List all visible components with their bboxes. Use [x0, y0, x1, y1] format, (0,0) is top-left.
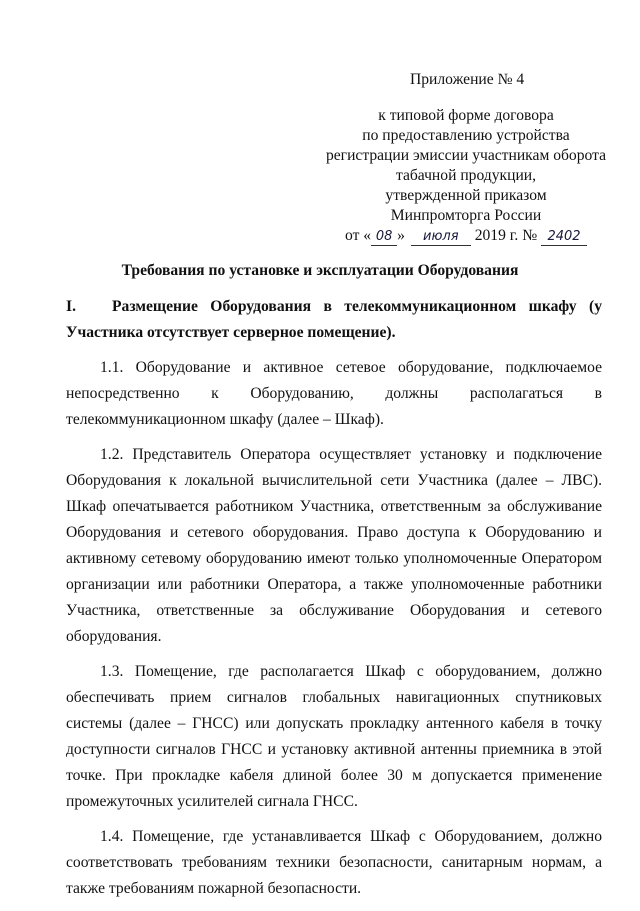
handwritten-month: июля [411, 229, 471, 246]
document-title: Требования по установке и эксплуатации Оборудования [121, 262, 519, 279]
appendix-label: Приложение № 4 [410, 71, 525, 88]
document-body [66, 294, 602, 911]
approval-line: по предоставлению устройства [362, 127, 570, 144]
section-heading [66, 294, 602, 346]
approval-line: утвержденной приказом [385, 187, 547, 204]
section-number: I. [66, 298, 76, 315]
date-middle: » [397, 227, 405, 244]
approval-line: регистрации эмиссии участникам оборота [325, 147, 607, 164]
paragraph-1-3: 1.3. Помещение, где располагается Шкаф с оборудованием, должно обеспечивать прием сигналов глобальных навигационных спутниковых системы (далее – ГНСС) или допускать прокладку антенного кабеля в точку доступности сигналов ГНСС и установку активной антенны приемника в этой точке. При прокладке кабеля длиной более 30 м допускается применение промежуточных усилителей сигнала ГНСС. [66, 663, 602, 810]
order-date-line [318, 226, 614, 246]
date-prefix: от « [344, 227, 372, 244]
section-heading-text: Размещение Оборудования в телекоммуникационном шкафу (у Участника отсутствует серверное помещение). [66, 298, 602, 341]
paragraph-1-1: 1.1. Оборудование и активное сетевое оборудование, подключаемое непосредственно к Оборудованию, должны располагаться в телекоммуникационном шкафу (далее – Шкаф). [66, 359, 602, 428]
paragraph-1-2: 1.2. Представитель Оператора осуществляет установку и подключение Оборудования к локальной вычислительной сети Участника (далее – ЛВС). Шкаф опечатывается работником Участника, ответственным за обслуживание Оборудования и сетевого оборудования. Право доступа к Оборудованию и активному сетевому оборудованию имеют только уполномоченные Оператором организации или работники Оператора, а также уполномоченные работники Участника, ответственные за обслуживание Оборудования и сетевого оборудования. [66, 446, 602, 645]
paragraph-1-4: 1.4. Помещение, где устанавливается Шкаф с Оборудованием, должно соответствовать требованиям техники безопасности, санитарным нормам, а также требованиям пожарной безопасности. [66, 828, 602, 897]
approval-line: к типовой форме договора [378, 107, 554, 124]
date-year: 2019 г. № [474, 227, 538, 244]
handwritten-order-number: 2402 [541, 229, 587, 246]
approval-line: табачной продукции, [395, 167, 537, 184]
approval-line: Минпромторга России [390, 207, 542, 224]
handwritten-day: 08 [371, 229, 397, 246]
approval-block [318, 106, 614, 246]
